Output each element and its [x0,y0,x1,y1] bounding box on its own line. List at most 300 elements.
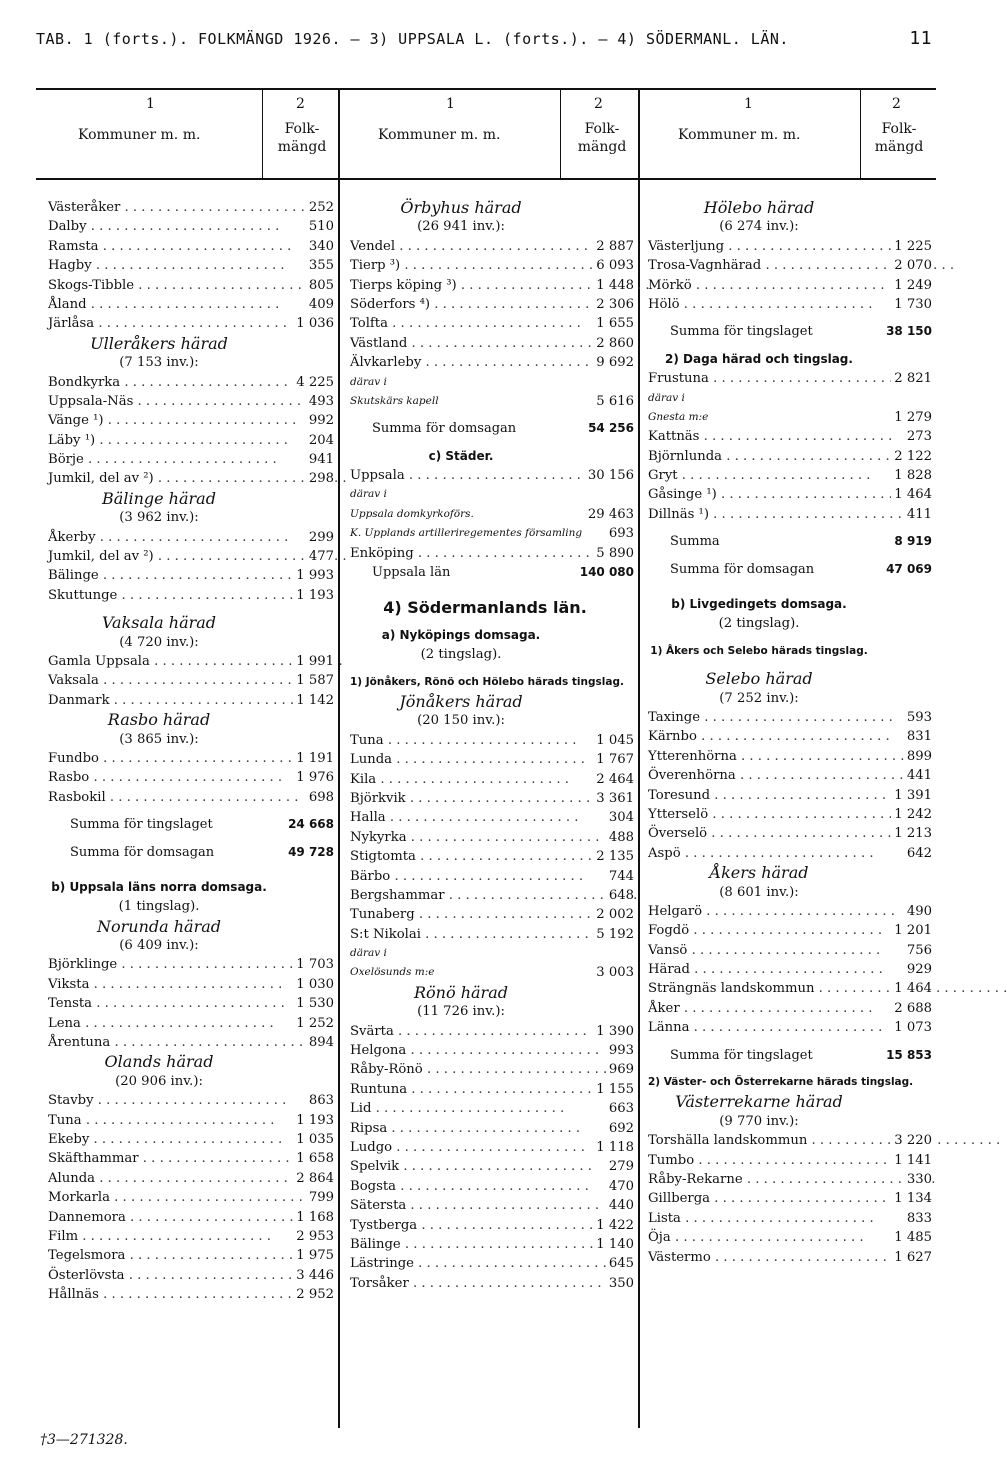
row-label: därav i [648,391,685,404]
table-row [48,1091,334,1110]
table-row [48,1246,334,1265]
row-value: 3 446 [293,1266,334,1285]
heading-text: Jönåkers härad [399,691,523,711]
row-value: 663 [606,1099,634,1118]
row-label: Lästringe . . . [350,1254,572,1273]
row-label: Överenhörna . . . [648,766,870,785]
table-row [648,505,932,524]
col-header-label: Kommuner m. m. [78,127,201,143]
table-row [350,1196,634,1215]
heading-text: Ulleråkers härad [90,333,228,353]
col-header-num: 1 [146,96,155,112]
row-value: 1 530 [293,994,334,1013]
page-title: TAB. 1 (forts.). FOLKMÄNGD 1926. — 3) UPPSALA L. (forts.). — 4) SÖDERMANL. LÄN. [36,30,789,48]
row-value: 9 692 [593,353,634,372]
row-label: Tensta . . . [48,994,270,1013]
row-label: Söderfors ⁴) . . . [350,295,572,314]
row-label: Stigtomta . . . [350,847,572,866]
spacer [48,870,334,878]
district-heading [648,198,932,217]
heading-text: (11 726 inv.): [417,1004,505,1020]
summary-row [648,1046,932,1065]
row-value: 1 193 [293,586,334,605]
table-row [350,353,634,372]
row-label: Viksta . . . [48,975,270,994]
table-row [48,1130,334,1149]
section-heading [48,878,334,897]
heading-text: (2 tingslag). [420,647,502,663]
row-label: S:t Nikolai . . . [350,925,572,944]
row-value: 2 821 [891,369,932,388]
row-label: Torsåker . . . [350,1274,572,1293]
heading-text: (20 150 inv.): [417,713,505,729]
row-label: Gamla Uppsala . . . [48,652,270,671]
row-value: 744 [606,867,634,886]
table-row [350,1254,634,1273]
row-value: 756 [904,941,932,960]
table-row [48,788,334,807]
table-row [350,770,634,789]
table-row [648,747,932,766]
row-value: 299 [306,528,334,547]
row-value: 1 279 [891,408,932,427]
row-value: 1 390 [593,1022,634,1041]
row-label: Summa för domsagan [670,561,815,577]
table-row [648,408,932,427]
row-value: 941 [306,450,334,469]
table-row [648,369,932,388]
row-value: 1 976 [293,768,334,787]
district-heading [350,692,634,711]
row-value: 693 [606,524,634,543]
table-row [350,1157,634,1176]
spacer [648,634,932,642]
row-label: Bärbo . . . [350,867,572,886]
row-label: Morkarla . . . [48,1188,270,1207]
table-row [48,528,334,547]
row-value: 993 [606,1041,634,1060]
heading-text: Örbyhus härad [400,198,522,217]
row-value: 1 168 [293,1208,334,1227]
heading-text: (26 941 inv.): [417,219,505,235]
page-number: 11 [909,28,932,49]
heading-text: 2) Väster- och Österrekarne härads tingslag. [648,1076,914,1089]
row-label: Uppsala . . . [350,466,572,485]
row-label: Ripsa . . . [350,1119,572,1138]
row-value: 8 919 [891,532,932,551]
table-row [48,256,334,275]
row-label: Tuna . . . [350,731,572,750]
spacer [648,524,932,532]
row-label: Hölö . . . [648,295,870,314]
table-row [648,979,932,998]
row-value: 1 073 [891,1018,932,1037]
row-value: 1 828 [891,466,932,485]
row-value: 2 887 [593,237,634,256]
row-label: Vendel . . . [350,237,572,256]
row-label: Ekeby . . . [48,1130,270,1149]
row-label: Tuna . . . [48,1111,270,1130]
row-value: 1 140 [593,1235,634,1254]
row-value: 5 192 [593,925,634,944]
header-top-rule [36,88,936,90]
row-label: Dillnäs ¹) . . . [648,505,870,524]
row-value: 3 003 [593,963,634,982]
row-value: 894 [306,1033,334,1052]
table-row [350,237,634,256]
col-header-label: Folk-mängd [874,121,924,155]
col-header-label: Folk-mängd [577,121,627,155]
row-value: 1 448 [593,276,634,295]
row-label: Västland . . . [350,334,572,353]
row-label: därav i [350,375,387,388]
row-value: 330 [904,1170,932,1189]
row-value: 1 991 [293,652,334,671]
row-value: 340 [306,237,334,256]
table-row [350,392,634,411]
table-row [350,789,634,808]
row-label: Summa för tingslaget [70,817,213,833]
row-label: Runtuna . . . [350,1080,572,1099]
table-row [648,295,932,314]
row-value: 1 252 [293,1014,334,1033]
spacer [350,411,634,419]
table-row [648,1228,932,1247]
row-label: Tunaberg . . . [350,905,572,924]
heading-text: a) Nyköpings domsaga. [381,627,541,642]
table-row [48,469,334,488]
row-value: 252 [306,198,334,217]
row-label: Aspö . . . [648,844,870,863]
row-label: Enköping . . . [350,544,572,563]
district-heading [350,983,634,1002]
section-heading [48,730,334,749]
row-value: 1 134 [891,1189,932,1208]
row-value: 899 [904,747,932,766]
row-value: 493 [306,392,334,411]
row-value: 648 [606,886,634,905]
table-row [648,844,932,863]
table-row [350,373,634,392]
row-label: Film . . . [48,1227,270,1246]
row-label: Härad . . . [648,960,870,979]
table-row [350,886,634,905]
value-divider-3 [860,88,861,180]
row-label: Överselö . . . [648,824,870,843]
col-header-num: 1 [446,96,455,112]
table-row [48,547,334,566]
table-row [648,960,932,979]
row-value: 1 730 [891,295,932,314]
table-row [350,1041,634,1060]
row-label: Skutskärs kapell [350,394,439,407]
row-label: Frustuna . . . [648,369,870,388]
heading-text: Vaksala härad [101,613,217,633]
table-row [648,447,932,466]
district-heading [48,613,334,632]
row-label: Ytterselö . . . [648,805,870,824]
table-row [48,1111,334,1130]
row-label: Lunda . . . [350,750,572,769]
row-label: Strängnäs landskommun . . . [648,979,870,998]
table-row [648,824,932,843]
row-value: 1 193 [293,1111,334,1130]
table-row [350,750,634,769]
spacer [48,605,334,613]
row-value: 1 242 [891,805,932,824]
row-value: 1 993 [293,566,334,585]
section-heading [648,614,932,633]
table-row [350,485,634,504]
row-value: 29 463 [585,505,634,524]
table-row [648,1151,932,1170]
column-2 [350,198,634,1293]
summary-row [350,563,634,582]
row-label: Nykyrka . . . [350,828,572,847]
table-row [648,727,932,746]
spacer [48,807,334,815]
col-header-3 [340,92,560,172]
row-value: 805 [306,276,334,295]
row-value: 440 [606,1196,634,1215]
table-row [648,708,932,727]
section-heading [648,595,932,614]
table-row [48,314,334,333]
table-row [350,1060,634,1079]
row-label: Kila . . . [350,770,569,789]
row-value: 833 [904,1209,932,1228]
row-label: Summa [670,534,720,550]
heading-text: 2) Daga härad och tingslag. [665,351,853,366]
table-row [350,1216,634,1235]
page-header [36,30,936,48]
row-label: K. Upplands artilleriregementes församling [350,527,583,540]
section-heading [48,508,334,527]
table-row [48,1033,334,1052]
table-row [48,450,334,469]
district-heading [48,334,334,353]
row-label: Börje . . . [48,450,270,469]
spacer [48,835,334,843]
row-value: 3 361 [593,789,634,808]
footer-note: †3—271328. [40,1432,128,1448]
summary-row [350,419,634,438]
row-label: Åker . . . [648,999,870,1018]
col-header-2 [264,92,338,172]
row-label: Tumbo . . . [648,1151,870,1170]
col-header-num: 2 [296,96,305,112]
row-value: 1 975 [293,1246,334,1265]
heading-text: Olands härad [104,1052,214,1072]
row-label: Uppsala domkyrkoförs. [350,507,474,520]
row-label: Jumkil, del av ²) . . . [48,547,270,566]
row-label: Länna . . . [648,1018,870,1037]
row-label: Järlåsa . . . [48,314,270,333]
table-row [648,389,932,408]
row-value: 1 191 [293,749,334,768]
row-label: Rasbokil . . . [48,788,270,807]
row-label: Skogs-Tibble . . . [48,276,270,295]
row-label: Tegelsmora . . . [48,1246,270,1265]
row-value: 969 [606,1060,634,1079]
row-value: 470 [606,1177,634,1196]
row-value: 298 [306,469,334,488]
row-value: 2 135 [593,847,634,866]
heading-text: 1) Jönåkers, Rönö och Hölebo härads tingslag. [350,675,624,688]
table-row [350,1274,634,1293]
row-label: Ludgo . . . [350,1138,572,1157]
row-value: 279 [606,1157,634,1176]
table-row [350,314,634,333]
table-row [648,1018,932,1037]
table-row [48,1169,334,1188]
summary-row [648,322,932,341]
heading-text: b) Livgedingets domsaga. [671,597,847,612]
district-heading [48,489,334,508]
table-row [350,256,634,275]
table-row [648,941,932,960]
heading-text: (2 tingslag). [718,616,800,632]
table-row [648,1248,932,1267]
row-label: Västeråker . . . [48,198,270,217]
row-value: 1 141 [891,1151,932,1170]
table-row [350,295,634,314]
section-heading [648,1112,932,1131]
row-label: Bergshammar . . . [350,886,572,905]
table-row [350,524,634,543]
row-label: Läby ¹) . . . [48,431,270,450]
row-value: 6 093 [593,256,634,275]
col-header-4 [562,92,638,172]
row-value: 411 [904,505,932,524]
table-row [48,217,334,236]
row-label: Uppsala-Näs . . . [48,392,270,411]
row-label: Uppsala län [372,565,451,581]
row-label: Bälinge . . . [350,1235,572,1254]
table-row [350,1177,634,1196]
table-row [350,276,634,295]
district-heading [350,198,634,217]
col-header-label: Kommuner m. m. [678,127,801,143]
row-value: 47 069 [883,560,932,579]
table-row [648,805,932,824]
row-value: 2 864 [293,1169,334,1188]
row-label: Vansö . . . [648,941,870,960]
table-row [648,237,932,256]
row-label: Halla . . . [350,808,572,827]
table-row [48,1188,334,1207]
row-value: 1 422 [593,1216,634,1235]
row-label: Bondkyrka . . . [48,373,270,392]
table-row [48,431,334,450]
table-row [48,198,334,217]
table-row [648,1131,932,1150]
row-label: Sätersta . . . [350,1196,572,1215]
row-label: Dannemora . . . [48,1208,270,1227]
row-label: Lena . . . [48,1014,270,1033]
row-value: 1 485 [891,1228,932,1247]
column-3 [648,198,932,1267]
header-bottom-rule [36,178,936,180]
table-row [48,955,334,974]
table-row [48,1266,334,1285]
table-row [350,1022,634,1041]
row-label: Gryt . . . [648,466,870,485]
row-label: Trosa-Vagnhärad . . . [648,256,870,275]
spacer [648,342,932,350]
row-value: 24 668 [285,815,334,834]
section-heading [648,1073,932,1092]
table-row [350,1119,634,1138]
table-row [648,256,932,275]
row-label: Åland . . . [48,295,270,314]
row-label: Skäfthammar . . . [48,1149,270,1168]
table-row [648,466,932,485]
row-value: 2 122 [891,447,932,466]
table-row [350,963,634,982]
table-row [350,808,634,827]
row-value: 2 688 [891,999,932,1018]
table-row [350,944,634,963]
district-heading [648,1092,932,1111]
row-label: Tierp ³) . . . [350,256,572,275]
row-label: Råby-Rekarne . . . [648,1170,870,1189]
summary-row [648,532,932,551]
heading-text: (8 601 inv.): [719,884,799,900]
row-label: Taxinge . . . [648,708,870,727]
heading-text: Norunda härad [96,916,222,936]
row-value: 4 225 [293,373,334,392]
row-label: Ytterenhörna . . . [648,747,870,766]
table-row [350,731,634,750]
row-label: Summa för tingslaget [670,324,813,340]
row-label: Stavby . . . [48,1091,270,1110]
table-row [48,392,334,411]
row-label: Rasbo . . . [48,768,270,787]
row-value: 3 220 [891,1131,932,1150]
row-value: 441 [904,766,932,785]
value-divider-2 [560,88,561,180]
row-label: därav i [350,947,387,960]
row-value: 1 627 [891,1248,932,1267]
row-label: Öja . . . [648,1228,864,1247]
table-row [350,1099,634,1118]
spacer [48,862,334,870]
row-label: Tolfta . . . [350,314,572,333]
row-value: 355 [306,256,334,275]
section-heading [48,633,334,652]
row-value: 1 249 [891,276,932,295]
district-heading [648,669,932,688]
spacer [648,552,932,560]
row-label: Fogdö . . . [648,921,870,940]
row-value: 2 306 [593,295,634,314]
col-header-num: 2 [594,96,603,112]
section-heading [48,1072,334,1091]
county-heading [350,598,634,617]
table-row [48,671,334,690]
heading-text: b) Uppsala läns norra domsaga. [51,879,267,894]
table-row [648,786,932,805]
row-value: 1 035 [293,1130,334,1149]
col-header-num: 1 [744,96,753,112]
row-value: 929 [904,960,932,979]
column-1 [48,198,334,1304]
row-label: Årentuna . . . [48,1033,270,1052]
row-label: Bogsta . . . [350,1177,572,1196]
row-value: 1 464 [891,485,932,504]
district-heading [48,917,334,936]
